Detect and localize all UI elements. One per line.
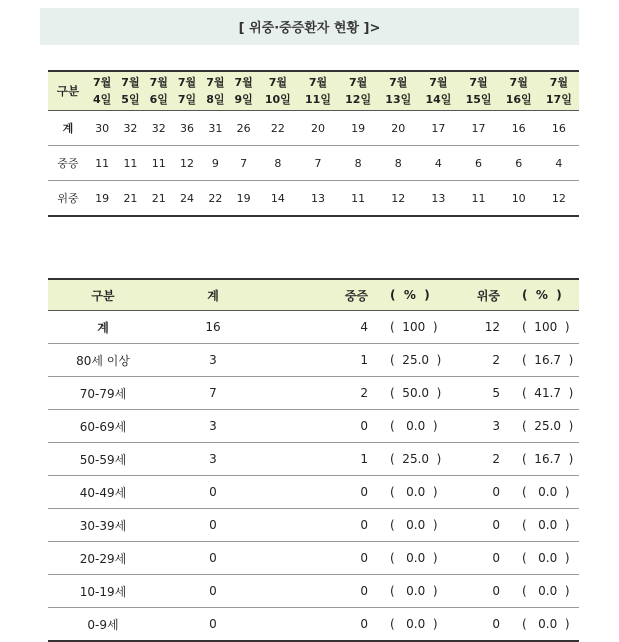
header-cell-date xyxy=(258,71,298,111)
table-row xyxy=(48,542,579,575)
table-row xyxy=(48,509,579,542)
header-cell-date xyxy=(418,71,458,111)
header-day: 7일 xyxy=(177,93,197,106)
table-cell: 21 xyxy=(145,181,173,217)
row-label: 40-49세 xyxy=(48,476,158,509)
row-label: 70-79세 xyxy=(48,377,158,410)
header-day: 4일 xyxy=(93,93,112,106)
cell-total: 3 xyxy=(158,410,268,443)
cell-critical-pct: ( 41.7 ) xyxy=(514,377,579,410)
daily-table-header-row xyxy=(48,71,579,111)
header-day: 14일 xyxy=(425,93,452,106)
table-cell: 11 xyxy=(116,146,144,181)
cell-total: 0 xyxy=(158,542,268,575)
table-cell: 6 xyxy=(499,146,539,181)
header-cell-severe: 중증 xyxy=(268,279,382,311)
table-cell: 24 xyxy=(173,181,201,217)
table-cell: 19 xyxy=(88,181,116,217)
table-row xyxy=(48,311,579,344)
table-row xyxy=(48,476,579,509)
header-month: 7월 xyxy=(348,76,368,89)
table-row xyxy=(48,410,579,443)
page-title xyxy=(40,8,579,45)
table-row xyxy=(48,111,579,146)
cell-severe-pct: ( 0.0 ) xyxy=(382,608,450,642)
cell-critical: 5 xyxy=(450,377,514,410)
row-label: 중증 xyxy=(48,146,88,181)
header-day: 15일 xyxy=(465,93,492,106)
cell-critical-pct: ( 0.0 ) xyxy=(514,575,579,608)
cell-severe-pct: ( 0.0 ) xyxy=(382,476,450,509)
header-month: 7월 xyxy=(429,76,448,89)
header-cell-date xyxy=(88,71,116,111)
table-cell: 13 xyxy=(418,181,458,217)
cell-critical: 12 xyxy=(450,311,514,344)
header-month: 7월 xyxy=(308,76,328,89)
header-month: 7월 xyxy=(121,76,140,89)
table-cell: 7 xyxy=(298,146,338,181)
cell-critical: 2 xyxy=(450,443,514,476)
table-cell: 8 xyxy=(338,146,378,181)
cell-total: 3 xyxy=(158,443,268,476)
cell-severe: 0 xyxy=(268,476,382,509)
header-day: 11일 xyxy=(305,93,331,106)
header-cell-category: 구분 xyxy=(48,71,88,111)
header-month: 7월 xyxy=(149,76,168,89)
table-cell: 19 xyxy=(338,111,378,146)
cell-total: 7 xyxy=(158,377,268,410)
header-cell-total: 계 xyxy=(158,279,268,311)
cell-severe: 0 xyxy=(268,509,382,542)
table-cell: 11 xyxy=(145,146,173,181)
header-month: 7월 xyxy=(206,76,225,89)
header-day: 13일 xyxy=(385,93,412,106)
row-label: 20-29세 xyxy=(48,542,158,575)
header-month: 7월 xyxy=(389,76,408,89)
header-month: 7월 xyxy=(93,76,112,89)
table-row xyxy=(48,146,579,181)
table-cell: 19 xyxy=(229,181,257,217)
header-cell-date xyxy=(173,71,201,111)
table-cell: 32 xyxy=(116,111,144,146)
table-cell: 22 xyxy=(201,181,229,217)
cell-severe: 1 xyxy=(268,344,382,377)
table-row xyxy=(48,181,579,217)
table-cell: 22 xyxy=(258,111,298,146)
cell-critical-pct: ( 100 ) xyxy=(514,311,579,344)
cell-severe: 4 xyxy=(268,311,382,344)
header-cell-date xyxy=(145,71,173,111)
row-label: 10-19세 xyxy=(48,575,158,608)
header-cell-severe-pct: ( % ) xyxy=(382,279,450,311)
header-day: 9일 xyxy=(234,93,253,106)
table-cell: 14 xyxy=(258,181,298,217)
table-cell: 11 xyxy=(458,181,498,217)
row-label: 80세 이상 xyxy=(48,344,158,377)
header-month: 7월 xyxy=(234,76,253,89)
table-cell: 7 xyxy=(229,146,257,181)
header-day: 5일 xyxy=(121,93,140,106)
cell-severe-pct: ( 0.0 ) xyxy=(382,509,450,542)
table-cell: 13 xyxy=(298,181,338,217)
header-day: 16일 xyxy=(505,93,532,106)
table-row xyxy=(48,443,579,476)
cell-severe-pct: ( 0.0 ) xyxy=(382,410,450,443)
cell-severe: 0 xyxy=(268,542,382,575)
table-cell: 8 xyxy=(258,146,298,181)
cell-total: 0 xyxy=(158,509,268,542)
table-cell: 8 xyxy=(378,146,418,181)
table-cell: 12 xyxy=(173,146,201,181)
cell-severe: 2 xyxy=(268,377,382,410)
header-cell-date xyxy=(229,71,257,111)
cell-total: 0 xyxy=(158,575,268,608)
cell-severe-pct: ( 0.0 ) xyxy=(382,542,450,575)
cell-total: 0 xyxy=(158,608,268,642)
page-title-text: [ 위중·중증환자 현황 ]> xyxy=(238,21,381,36)
header-day: 8일 xyxy=(206,93,225,106)
cell-severe: 0 xyxy=(268,608,382,642)
table-cell: 16 xyxy=(539,111,579,146)
table-cell: 26 xyxy=(229,111,257,146)
cell-severe-pct: ( 25.0 ) xyxy=(382,443,450,476)
header-cell-date xyxy=(499,71,539,111)
cell-critical: 0 xyxy=(450,575,514,608)
table-cell: 10 xyxy=(499,181,539,217)
cell-critical: 2 xyxy=(450,344,514,377)
row-label: 60-69세 xyxy=(48,410,158,443)
cell-critical: 0 xyxy=(450,608,514,642)
cell-total: 0 xyxy=(158,476,268,509)
header-cell-date xyxy=(378,71,418,111)
table-cell: 20 xyxy=(298,111,338,146)
daily-patients-table xyxy=(48,70,579,217)
table-cell: 21 xyxy=(116,181,144,217)
table-cell: 16 xyxy=(499,111,539,146)
table-row xyxy=(48,377,579,410)
row-label: 30-39세 xyxy=(48,509,158,542)
table-cell: 32 xyxy=(145,111,173,146)
header-month: 7월 xyxy=(268,76,287,89)
cell-severe-pct: ( 25.0 ) xyxy=(382,344,450,377)
table-cell: 4 xyxy=(418,146,458,181)
row-label: 50-59세 xyxy=(48,443,158,476)
header-cell-date xyxy=(539,71,579,111)
table-row xyxy=(48,344,579,377)
header-month: 7월 xyxy=(549,76,569,89)
age-table-header-row xyxy=(48,279,579,311)
header-cell-date xyxy=(116,71,144,111)
header-month: 7월 xyxy=(177,76,197,89)
cell-severe: 0 xyxy=(268,410,382,443)
table-cell: 9 xyxy=(201,146,229,181)
row-label: 위중 xyxy=(48,181,88,217)
table-cell: 11 xyxy=(338,181,378,217)
header-cell-category: 구분 xyxy=(48,279,158,311)
cell-severe: 0 xyxy=(268,575,382,608)
table-cell: 30 xyxy=(88,111,116,146)
header-cell-date xyxy=(458,71,498,111)
cell-critical-pct: ( 0.0 ) xyxy=(514,608,579,642)
header-day: 17일 xyxy=(545,93,572,106)
cell-severe-pct: ( 0.0 ) xyxy=(382,575,450,608)
header-day: 12일 xyxy=(345,93,372,106)
header-day: 10일 xyxy=(264,93,291,106)
cell-severe: 1 xyxy=(268,443,382,476)
header-cell-date xyxy=(201,71,229,111)
header-day: 6일 xyxy=(149,93,168,106)
cell-critical: 0 xyxy=(450,542,514,575)
header-cell-date xyxy=(338,71,378,111)
cell-severe-pct: ( 100 ) xyxy=(382,311,450,344)
cell-critical: 0 xyxy=(450,476,514,509)
age-group-table xyxy=(48,278,579,642)
header-cell-date xyxy=(298,71,338,111)
row-label: 계 xyxy=(48,111,88,146)
table-row xyxy=(48,575,579,608)
cell-critical-pct: ( 16.7 ) xyxy=(514,443,579,476)
table-cell: 36 xyxy=(173,111,201,146)
cell-severe-pct: ( 50.0 ) xyxy=(382,377,450,410)
header-cell-critical-pct: ( % ) xyxy=(514,279,579,311)
header-month: 7월 xyxy=(509,76,528,89)
table-cell: 4 xyxy=(539,146,579,181)
cell-critical: 3 xyxy=(450,410,514,443)
row-label: 계 xyxy=(48,311,158,344)
table-cell: 6 xyxy=(458,146,498,181)
table-cell: 17 xyxy=(458,111,498,146)
cell-critical: 0 xyxy=(450,509,514,542)
row-label: 0-9세 xyxy=(48,608,158,642)
table-cell: 11 xyxy=(88,146,116,181)
table-cell: 31 xyxy=(201,111,229,146)
table-cell: 17 xyxy=(418,111,458,146)
cell-total: 3 xyxy=(158,344,268,377)
table-cell: 12 xyxy=(539,181,579,217)
table-cell: 12 xyxy=(378,181,418,217)
cell-critical-pct: ( 0.0 ) xyxy=(514,476,579,509)
cell-critical-pct: ( 16.7 ) xyxy=(514,344,579,377)
cell-critical-pct: ( 0.0 ) xyxy=(514,509,579,542)
header-month: 7월 xyxy=(469,76,488,89)
cell-critical-pct: ( 25.0 ) xyxy=(514,410,579,443)
table-cell: 20 xyxy=(378,111,418,146)
table-row xyxy=(48,608,579,642)
cell-critical-pct: ( 0.0 ) xyxy=(514,542,579,575)
header-cell-critical: 위중 xyxy=(450,279,514,311)
cell-total: 16 xyxy=(158,311,268,344)
